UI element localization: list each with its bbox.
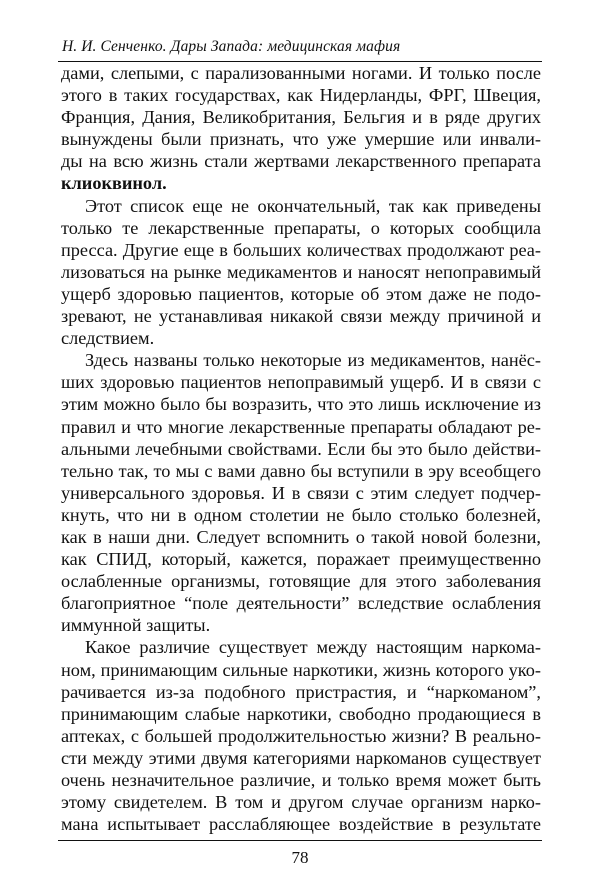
text-line: аптеках, с большей продолжительностью жизни? В реально- <box>61 725 541 746</box>
text-line: этому свидетелем. В том и другом случае организм нарко- <box>61 792 541 813</box>
text-line: пресса. Другие еще в больших количествах продолжают реа- <box>61 239 541 260</box>
text-line: вынуждены были признать, что уже умершие или инвали- <box>61 129 541 150</box>
text-line: принимающим слабые наркотики, свободно продающиеся в <box>61 703 541 724</box>
paragraph-start: Этот список еще не окончательный, так как приведены <box>85 195 541 216</box>
text-line: ды на всю жизнь стали жертвами лекарственного препарата <box>61 151 541 172</box>
text-line: очень незначительное различие, и только время может быть <box>61 770 541 790</box>
text-line: правил и что многие лекарственные препараты обладают ре- <box>61 416 541 437</box>
paragraph-start: Здесь названы только некоторые из медикаментов, нанёс- <box>85 350 541 371</box>
text-line: альными лечебными свойствами. Если бы это было действи- <box>61 438 541 459</box>
page-number: 78 <box>291 848 309 867</box>
text-line: лизоваться на рынке медикаментов и наносят непоправимый <box>61 261 541 282</box>
text-line: сти между этими двумя категориями наркоманов существует <box>61 747 541 768</box>
text-line: ном, принимающим сильные наркотики, жизнь которого уко- <box>61 659 541 680</box>
text-line: универсального здоровья. И в связи с этим следует подчер- <box>61 482 541 503</box>
text-line: зревают, не устанавливая никакой связи между причиной и <box>61 306 541 327</box>
drug-name-bold: клиоквинол. <box>61 173 167 194</box>
text-line: рачивается из-за подобного пристрастия, и “наркоманом”, <box>61 681 541 702</box>
text-line: как в наши дни. Следует вспомнить о такой новой болезни, <box>61 526 541 547</box>
text-line: ших здоровью пациентов непоправимый ущерб. И в связи с <box>61 372 541 393</box>
footer-rule <box>58 840 542 841</box>
text-line: только те лекарственные препараты, о которых сообщила <box>61 217 541 238</box>
text-line: дами, слепыми, с парализованными ногами. И только после <box>61 63 541 83</box>
text-line: тельно так, то мы с вами давно бы вступили в эру всеобщего <box>61 460 541 481</box>
text-line: этого в таких государствах, как Нидерланды, ФРГ, Швеция, <box>61 85 541 106</box>
body-text <box>61 62 541 835</box>
paragraph-start: Какое различие существует между настоящим наркома- <box>85 637 541 658</box>
text-line: благоприятное “поле деятельности” вследствие ослабления <box>61 593 541 614</box>
text-line: кнуть, что ни в одном столетии не было столько болезней, <box>61 504 541 525</box>
paragraph-end: иммунной защиты. <box>61 615 211 636</box>
paragraph-end: следствием. <box>61 328 155 349</box>
text-line: Франция, Дания, Великобритания, Бельгия и в ряде других <box>61 107 541 128</box>
text-line: ослабленные организмы, готовящие для этого заболевания <box>61 571 541 592</box>
text-line: мана испытывает расслабляющее воздействие в результате <box>61 814 541 835</box>
text-line: ущерб здоровью пациентов, которые об этом даже не подо- <box>61 283 541 304</box>
running-header: Н. И. Сенченко. Дары Запада: медицинская мафия <box>62 38 401 55</box>
text-line: этим можно было бы возразить, что это лишь исключение из <box>61 394 541 415</box>
text-line: как СПИД, который, кажется, поражает преимущественно <box>61 549 541 570</box>
